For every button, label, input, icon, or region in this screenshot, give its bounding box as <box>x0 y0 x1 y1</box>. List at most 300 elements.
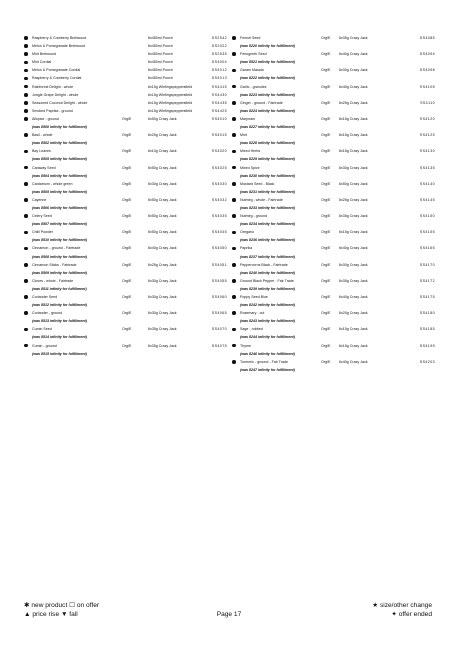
note-text: (was 8521 infinity for fulfillment) <box>240 60 295 65</box>
product-row <box>232 358 437 366</box>
product-note <box>24 172 229 180</box>
bullet-icon <box>24 133 28 137</box>
product-unit: Org/E <box>122 181 132 186</box>
product-unit: Org/E <box>321 84 331 89</box>
product-name: Poppy Seed Blue <box>240 295 268 299</box>
bullet-icon <box>24 85 28 89</box>
product-pack: 6x15g Whitingspeppersfield <box>148 84 193 89</box>
product-unit: Org/E <box>321 343 331 348</box>
bullet-icon <box>24 328 28 332</box>
product-code: SS4130 <box>419 149 435 154</box>
product-note <box>232 139 437 147</box>
bullet-icon <box>232 101 236 105</box>
product-unit: Org/E <box>122 197 132 202</box>
product-pack: 6x25g Crazy Jack <box>148 133 177 138</box>
product-unit: Org/E <box>321 100 331 105</box>
bullet-icon <box>24 198 28 202</box>
product-row <box>24 74 229 82</box>
product-pack: 6x35g Crazy Jack <box>339 36 368 40</box>
product-name: Ginger - ground - Fairtrade <box>240 100 283 105</box>
product-row <box>24 228 229 236</box>
bullet-icon <box>232 133 236 137</box>
product-name: Sage - rubbed <box>240 327 263 332</box>
bullet-icon <box>24 311 28 315</box>
product-code: SS4070 <box>211 327 227 332</box>
product-code: SS4135 <box>419 165 435 170</box>
product-name: Thyme <box>240 343 251 348</box>
product-note <box>24 285 229 293</box>
product-row <box>24 244 229 252</box>
product-row <box>232 131 437 139</box>
product-name: Peppercorns Black - Fairtrade <box>240 262 288 267</box>
product-pack: 6x40g Crazy Jack <box>339 295 368 299</box>
product-unit: Org/E <box>321 246 331 251</box>
bullet-icon <box>232 295 236 299</box>
product-name: Cumin - ground <box>32 343 57 348</box>
note-text: (was 8228 infinity for fulfillment) <box>240 141 295 146</box>
product-name: Mint Cordial <box>32 60 52 65</box>
product-unit: Org/E <box>122 116 132 121</box>
product-unit: Org/E <box>321 197 331 202</box>
product-note <box>24 253 229 261</box>
product-pack: 6x40g Crazy Jack <box>339 359 368 364</box>
bullet-icon <box>232 150 236 154</box>
note-text: (was 8230 infinity for fulfillment) <box>240 173 295 178</box>
product-name: Cinnamon Sticks - Fairtrade <box>32 262 77 267</box>
product-pack: 6x15g Crazy Jack <box>339 343 368 348</box>
note-text: (was 8500 infinity for fulfillment) <box>32 125 87 130</box>
product-row <box>232 244 437 252</box>
legend-offer-ended: ✦ offer ended <box>391 610 432 618</box>
product-row <box>24 50 229 58</box>
bullet-icon <box>232 85 236 89</box>
product-name: Cayenne <box>32 197 47 202</box>
product-note <box>232 172 437 180</box>
product-name: Rosemary - cut <box>240 311 265 316</box>
product-code: SS4180 <box>419 311 435 316</box>
product-pack: 6x20g Crazy Jack <box>339 311 368 316</box>
product-code: SS4045 <box>211 230 227 235</box>
bullet-icon <box>24 44 28 48</box>
note-text: (was 8514 infinity for fulfillment) <box>32 335 87 340</box>
product-name: Mustard Seed - Black <box>240 181 275 186</box>
bullet-icon <box>24 150 28 154</box>
product-name: Allspice - ground <box>32 116 59 121</box>
product-code: SS4165 <box>419 246 435 251</box>
product-unit: Org/E <box>321 181 331 186</box>
product-code: SS4425 <box>211 108 227 113</box>
product-note <box>24 350 229 358</box>
product-unit: Org/E <box>321 165 331 170</box>
bullet-icon <box>232 214 236 218</box>
product-code: SS4203 <box>419 359 435 364</box>
note-text: (was 8504 infinity for fulfillment) <box>32 173 87 178</box>
note-text: (was 8246 infinity for fulfillment) <box>240 351 295 356</box>
product-code: SS4012 <box>211 68 227 73</box>
product-code: SS4098 <box>419 68 435 73</box>
product-row <box>24 325 229 333</box>
note-text: (was 8239 infinity for fulfillment) <box>240 286 295 291</box>
product-code: SS4145 <box>419 197 435 202</box>
product-name: Caraway Seed <box>32 165 56 170</box>
bullet-icon <box>232 311 236 315</box>
product-row <box>232 83 437 91</box>
note-text: (was 8231 infinity for fulfillment) <box>240 189 295 194</box>
product-unit: Org/E <box>321 295 331 299</box>
product-note <box>24 333 229 341</box>
note-text: (was 8515 infinity for fulfillment) <box>32 351 87 356</box>
product-code: SS4172 <box>419 278 435 283</box>
product-code: SS4013 <box>211 76 227 81</box>
product-pack: 6x15g Crazy Jack <box>339 149 368 154</box>
product-row <box>24 131 229 139</box>
product-name: Celery Seed <box>32 214 52 219</box>
note-text: (was 8223 infinity for fulfillment) <box>240 92 295 97</box>
product-name: Cardamom - whole green <box>32 181 73 186</box>
bullet-icon <box>24 117 28 121</box>
note-text: (was 8510 infinity for fulfillment) <box>32 238 87 243</box>
product-code: SS4175 <box>419 295 435 299</box>
note-text: (was 8507 infinity for fulfillment) <box>32 222 87 227</box>
note-text: (was 8247 infinity for fulfillment) <box>240 367 295 372</box>
product-unit: Org/E <box>122 230 132 235</box>
bullet-icon <box>232 263 236 267</box>
product-note <box>24 317 229 325</box>
bullet-icon <box>232 198 236 202</box>
product-name: Ground Black Pepper - Fair Trade <box>240 278 294 283</box>
product-pack: 6x50g Crazy Jack <box>148 165 177 170</box>
product-code: SS4020 <box>211 149 227 154</box>
product-pack: 6x30g Crazy Jack <box>148 295 177 299</box>
product-row <box>232 99 437 107</box>
product-pack: 6x25g Crazy Jack <box>339 100 368 105</box>
bullet-icon <box>24 231 28 235</box>
product-pack: 6x30g Crazy Jack <box>339 262 368 267</box>
note-text: (was 8229 infinity for fulfillment) <box>240 157 295 162</box>
product-pack: 6x30g Crazy Jack <box>148 311 177 316</box>
product-name: Cinnamon - ground - Fairtrade <box>32 246 81 251</box>
product-note <box>24 204 229 212</box>
product-code: SS4155 <box>419 230 435 235</box>
product-code: SS4185 <box>419 327 435 332</box>
bullet-icon <box>232 182 236 186</box>
legend-price-change: ▲ price rise ▼ fall <box>24 610 78 618</box>
note-text: (was 8502 infinity for fulfillment) <box>32 141 87 146</box>
product-code: SS4032 <box>211 197 227 202</box>
product-note <box>24 155 229 163</box>
note-text: (was 8237 infinity for fulfillment) <box>240 254 295 259</box>
product-row <box>232 50 437 58</box>
product-code: SS4010 <box>211 116 227 121</box>
product-name: Garam Masala <box>240 68 264 73</box>
product-pack: 6x15g Crazy Jack <box>339 133 368 138</box>
product-unit: Org/E <box>122 311 132 316</box>
product-name: Coriander Seed <box>32 295 58 299</box>
product-name: Coriander - ground <box>32 311 63 316</box>
product-row <box>24 99 229 107</box>
bullet-icon <box>24 36 28 40</box>
product-name: Turmeric - ground - Fair Trade <box>240 359 288 364</box>
product-name: Nutmeg - ground <box>240 214 267 219</box>
product-pack: 6x35g Crazy Jack <box>339 278 368 283</box>
bullet-icon <box>24 344 28 348</box>
product-code: SS4051 <box>211 262 227 267</box>
product-note <box>232 285 437 293</box>
product-pack: 6x40g Crazy Jack <box>339 52 368 57</box>
product-note <box>232 74 437 82</box>
product-note <box>24 139 229 147</box>
bullet-icon <box>232 328 236 332</box>
product-unit: Org/E <box>321 359 331 364</box>
note-text: (was 8224 infinity for fulfillment) <box>240 108 295 113</box>
note-text: (was 8506 infinity for fulfillment) <box>32 205 87 210</box>
product-pack: 6x15g Whitingspeppersfield <box>148 108 193 113</box>
product-name: Mixed Herbs <box>240 149 261 154</box>
product-pack: 6x40g Crazy Jack <box>148 246 177 251</box>
product-row <box>24 42 229 50</box>
product-pack: 6x30g Crazy Jack <box>339 68 368 73</box>
product-code: SS4415 <box>211 84 227 89</box>
product-row <box>24 277 229 285</box>
note-text: (was 8222 infinity for fulfillment) <box>240 76 295 81</box>
product-note <box>24 123 229 131</box>
legend-new-offer: ✱ new product ☐ on offer <box>24 602 100 609</box>
product-code: SS4140 <box>419 181 435 186</box>
bullet-icon <box>24 182 28 186</box>
product-code: SS4110 <box>420 100 435 105</box>
product-name: Fennel Seed <box>240 36 261 40</box>
product-code: SS4094 <box>419 52 435 57</box>
product-row <box>232 34 437 42</box>
product-code: SS4170 <box>419 262 435 267</box>
product-note <box>232 155 437 163</box>
product-row <box>232 277 437 285</box>
product-unit: Org/E <box>321 278 331 283</box>
product-code: SS4150 <box>419 214 435 219</box>
bullet-icon <box>24 77 28 81</box>
product-name: Mixed Spice <box>240 165 260 170</box>
product-row <box>24 66 229 74</box>
product-note <box>232 91 437 99</box>
product-code: SS4125 <box>419 133 435 138</box>
product-row <box>24 293 229 301</box>
product-code: SS2542 <box>211 36 227 40</box>
note-text: (was 8505 infinity for fulfillment) <box>32 189 87 194</box>
product-pack: 6x40g Crazy Jack <box>339 84 368 89</box>
legend-size-change: ★ size/other change <box>372 602 432 609</box>
bullet-icon <box>232 344 236 348</box>
bullet-icon <box>24 279 28 283</box>
product-pack: 6x15g Whitingspeppersfield <box>148 92 193 97</box>
product-pack: 6x50g Crazy Jack <box>339 181 368 186</box>
product-row <box>24 107 229 115</box>
product-row <box>232 261 437 269</box>
product-row <box>24 91 229 99</box>
product-row <box>232 325 437 333</box>
product-pack: 6x50g Crazy Jack <box>148 214 177 219</box>
product-name: Oregano <box>240 230 254 235</box>
product-pack: 6x15g Crazy Jack <box>339 327 368 332</box>
product-code: SS4065 <box>211 311 227 316</box>
product-row <box>232 180 437 188</box>
product-pack: 6x35g Crazy Jack <box>148 327 177 332</box>
product-row <box>24 34 229 42</box>
note-text: (was 8233 infinity for fulfillment) <box>240 205 295 210</box>
bullet-icon <box>24 247 28 251</box>
product-pack: 6x30g Crazy Jack <box>148 181 177 186</box>
product-pack: 6x50g Crazy Jack <box>148 116 177 121</box>
product-unit: Org/E <box>321 36 331 40</box>
product-code: SS4004 <box>211 60 227 65</box>
product-name: Fenugreek Seed <box>240 52 267 57</box>
product-row <box>24 196 229 204</box>
product-note <box>232 366 437 374</box>
product-note <box>232 317 437 325</box>
product-note <box>24 236 229 244</box>
product-row <box>24 83 229 91</box>
product-unit: Org/E <box>321 262 331 267</box>
product-row <box>24 164 229 172</box>
product-pack: 6x15g Crazy Jack <box>339 116 368 121</box>
product-note <box>24 301 229 309</box>
product-row <box>232 309 437 317</box>
note-text: (was 8244 infinity for fulfillment) <box>240 335 295 340</box>
product-unit: Org/E <box>122 278 132 283</box>
bullet-icon <box>232 247 236 251</box>
note-text: (was 8505 infinity for fulfillment) <box>32 157 87 162</box>
product-code: SS2022 <box>211 44 227 49</box>
product-pack: 6x35g Crazy Jack <box>339 214 368 219</box>
product-pack: 6x35g Crazy Jack <box>148 343 177 348</box>
product-note <box>232 350 437 358</box>
product-code: SS4195 <box>419 343 435 348</box>
bullet-icon <box>232 52 236 56</box>
product-pack: 6x450ml Punch <box>148 52 173 57</box>
product-pack: 6x450ml Punch <box>148 44 173 49</box>
product-name: Cumin Seed <box>32 327 52 332</box>
bullet-icon <box>24 263 28 267</box>
product-unit: Org/E <box>321 214 331 219</box>
bullet-icon <box>24 69 28 73</box>
product-unit: Org/E <box>122 165 132 170</box>
bullet-icon <box>232 36 236 40</box>
product-list-left <box>24 34 229 358</box>
product-unit: Org/E <box>122 149 132 154</box>
product-note <box>232 204 437 212</box>
product-row <box>24 58 229 66</box>
product-code: SS4085 <box>419 36 435 40</box>
note-text: (was 8234 infinity for fulfillment) <box>240 222 295 227</box>
product-code: SS4120 <box>419 116 435 121</box>
note-text: (was 8243 infinity for fulfillment) <box>240 319 295 324</box>
product-row <box>232 115 437 123</box>
note-text: (was 8242 infinity for fulfillment) <box>240 303 295 308</box>
product-row <box>232 147 437 155</box>
product-code: SS4430 <box>211 92 227 97</box>
product-note <box>232 188 437 196</box>
product-pack: 6x10g Crazy Jack <box>148 149 177 154</box>
product-note <box>232 333 437 341</box>
product-row <box>24 261 229 269</box>
bullet-icon <box>24 295 28 299</box>
product-name: Seasoned Coconut Delight - whole <box>32 100 88 105</box>
product-row <box>24 309 229 317</box>
product-pack: 6x450ml Punch <box>148 68 173 73</box>
product-unit: Org/E <box>321 230 331 235</box>
note-text: (was 8508 infinity for fulfillment) <box>32 254 87 259</box>
note-text: (was 8240 infinity for fulfillment) <box>240 270 295 275</box>
product-name: Cloves - whole - Fairtrade <box>32 278 74 283</box>
product-name: Raspberry & Cranberry Brebwood <box>32 36 87 40</box>
product-note <box>24 220 229 228</box>
product-name: Garlic - granules <box>240 84 267 89</box>
product-row <box>232 66 437 74</box>
product-name: Nutmeg - whole - Fairtrade <box>240 197 283 202</box>
product-row <box>232 212 437 220</box>
product-code: SS4060 <box>211 295 227 299</box>
product-pack: 6x450ml Punch <box>148 36 173 40</box>
product-pack: 6x25g Crazy Jack <box>339 197 368 202</box>
product-row <box>232 228 437 236</box>
product-note <box>24 269 229 277</box>
product-unit: Org/E <box>122 262 132 267</box>
bullet-icon <box>24 93 28 97</box>
product-row <box>24 147 229 155</box>
product-unit: Org/E <box>321 149 331 154</box>
product-pack: 6x450ml Punch <box>148 76 173 81</box>
product-name: Raspberry & Cranberry Cordial <box>32 76 82 81</box>
product-unit: Org/E <box>321 311 331 316</box>
note-text: (was 8236 infinity for fulfillment) <box>240 238 295 243</box>
note-text: (was 8512 infinity for fulfillment) <box>32 303 87 308</box>
product-name: Mint Brebwood <box>32 52 56 57</box>
bullet-icon <box>232 231 236 235</box>
note-text: (was 8513 infinity for fulfillment) <box>32 319 87 324</box>
bullet-icon <box>24 101 28 105</box>
product-name: Paprika <box>240 246 253 251</box>
product-pack: 6x15g Crazy Jack <box>339 230 368 235</box>
product-pack: 6x40g Crazy Jack <box>339 246 368 251</box>
product-code: SS4015 <box>211 133 227 138</box>
legend-right <box>372 602 432 619</box>
bullet-icon <box>232 69 236 73</box>
product-unit: Org/E <box>122 133 132 138</box>
product-name: Mint <box>240 133 247 138</box>
product-code: SS4030 <box>211 181 227 186</box>
product-note <box>24 188 229 196</box>
product-note <box>232 236 437 244</box>
product-note <box>232 58 437 66</box>
product-row <box>232 342 437 350</box>
product-name: Smoked Paprika - ground <box>32 108 73 113</box>
product-name: Melon & Pomegranate Cordial <box>32 68 81 73</box>
product-code: SS4075 <box>211 343 227 348</box>
product-code: SS4035 <box>211 214 227 219</box>
product-row <box>24 115 229 123</box>
product-note <box>232 220 437 228</box>
product-row <box>232 196 437 204</box>
product-list-right <box>232 34 437 374</box>
product-row <box>232 293 437 301</box>
note-text: (was 8227 infinity for fulfillment) <box>240 125 295 130</box>
product-note <box>232 42 437 50</box>
note-text: (was 8220 infinity for fulfillment) <box>240 44 295 49</box>
product-name: Jungle Grape Delight - whole <box>32 92 79 97</box>
bullet-icon <box>232 279 236 283</box>
product-row <box>232 164 437 172</box>
bullet-icon <box>24 109 28 113</box>
page-number: Page 17 <box>216 611 242 618</box>
